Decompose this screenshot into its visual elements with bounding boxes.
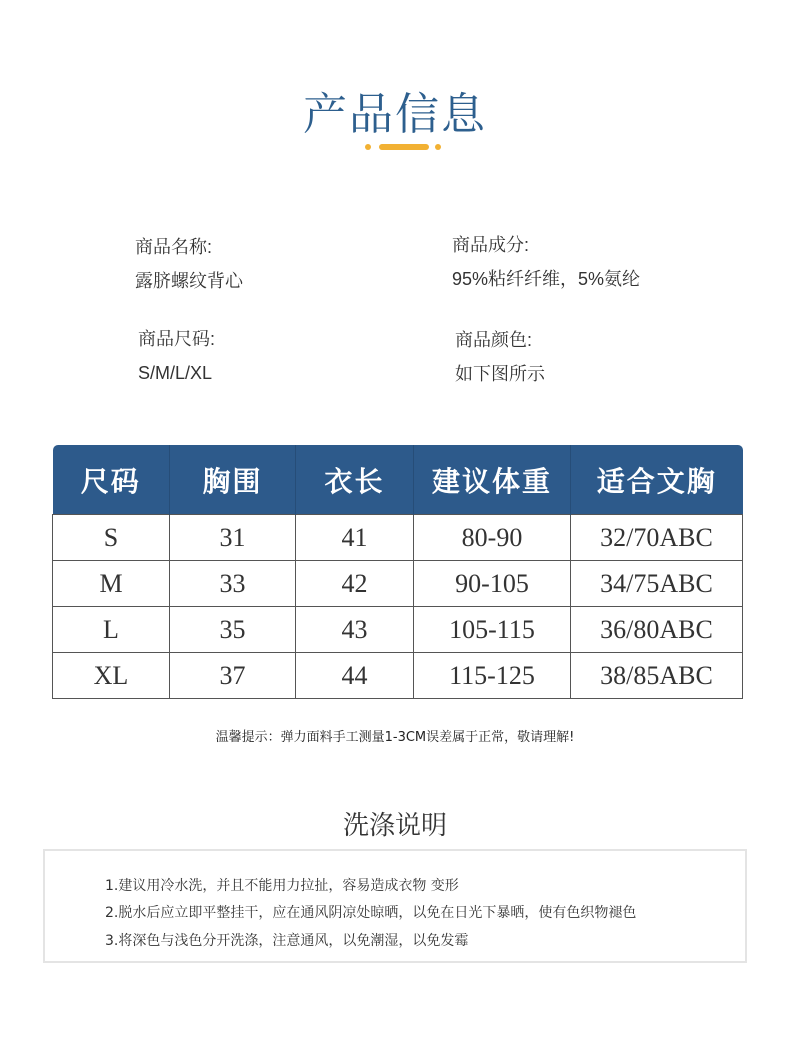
- wash-line: 2.脱水后应立即平整挂干，应在通风阴凉处晾晒，以免在日光下暴晒，使有色织物褪色: [105, 905, 637, 921]
- header-bra: 适合文胸: [571, 445, 743, 515]
- table-row: [53, 515, 743, 561]
- table-row: [53, 607, 743, 653]
- cell-size: S: [53, 515, 170, 561]
- measurement-tip: 温馨提示：弹力面料手工测量1-3CM误差属于正常，敬请理解!: [215, 730, 575, 745]
- header-bust: 胸围: [170, 445, 296, 515]
- cell-bra: 34/75ABC: [571, 561, 743, 607]
- header-weight: 建议体重: [414, 445, 571, 515]
- wash-line: 1.建议用冷水洗，并且不能用力拉扯，容易造成衣物 变形: [105, 878, 459, 894]
- product-color-label: 商品颜色:: [455, 330, 533, 350]
- cell-weight: 115-125: [414, 653, 571, 699]
- cell-size: M: [53, 561, 170, 607]
- cell-bra: 32/70ABC: [571, 515, 743, 561]
- decoration-bar: [379, 144, 429, 150]
- size-table: [52, 445, 743, 699]
- product-color-value: 如下图所示: [455, 364, 545, 384]
- cell-bra: 38/85ABC: [571, 653, 743, 699]
- product-size-value: S/M/L/XL: [138, 363, 213, 383]
- product-material-label: 商品成分:: [452, 235, 530, 255]
- header-length: 衣长: [296, 445, 414, 515]
- header-size: 尺码: [53, 445, 170, 515]
- cell-weight: 90-105: [414, 561, 571, 607]
- cell-length: 41: [296, 515, 414, 561]
- cell-size: L: [53, 607, 170, 653]
- table-row: [53, 561, 743, 607]
- table-row: [53, 653, 743, 699]
- cell-length: 44: [296, 653, 414, 699]
- product-size-label: 商品尺码:: [138, 329, 216, 349]
- cell-size: XL: [53, 653, 170, 699]
- size-table-header-row: [53, 445, 743, 515]
- product-size-block: [138, 322, 215, 390]
- title-decoration: [365, 143, 445, 151]
- cell-bust: 31: [170, 515, 296, 561]
- cell-length: 43: [296, 607, 414, 653]
- cell-weight: 80-90: [414, 515, 571, 561]
- product-color-block: [455, 323, 545, 391]
- product-name-value: 露脐螺纹背心: [135, 271, 243, 291]
- product-material-block: [452, 228, 640, 296]
- decoration-dot-left: [365, 144, 371, 150]
- wash-instructions-box: [43, 849, 747, 963]
- wash-line: 3.将深色与浅色分开洗涤，注意通风，以免潮湿，以免发霉: [105, 933, 469, 949]
- cell-length: 42: [296, 561, 414, 607]
- product-material-value: 95%粘纤纤维，5%氨纶: [452, 269, 641, 289]
- cell-bust: 33: [170, 561, 296, 607]
- cell-bra: 36/80ABC: [571, 607, 743, 653]
- wash-title: 洗涤说明: [342, 811, 447, 841]
- product-name-block: [135, 230, 243, 298]
- cell-bust: 37: [170, 653, 296, 699]
- cell-weight: 105-115: [414, 607, 571, 653]
- decoration-dot-right: [435, 144, 441, 150]
- product-name-label: 商品名称:: [135, 237, 213, 257]
- cell-bust: 35: [170, 607, 296, 653]
- page-title: 产品信息: [303, 89, 487, 140]
